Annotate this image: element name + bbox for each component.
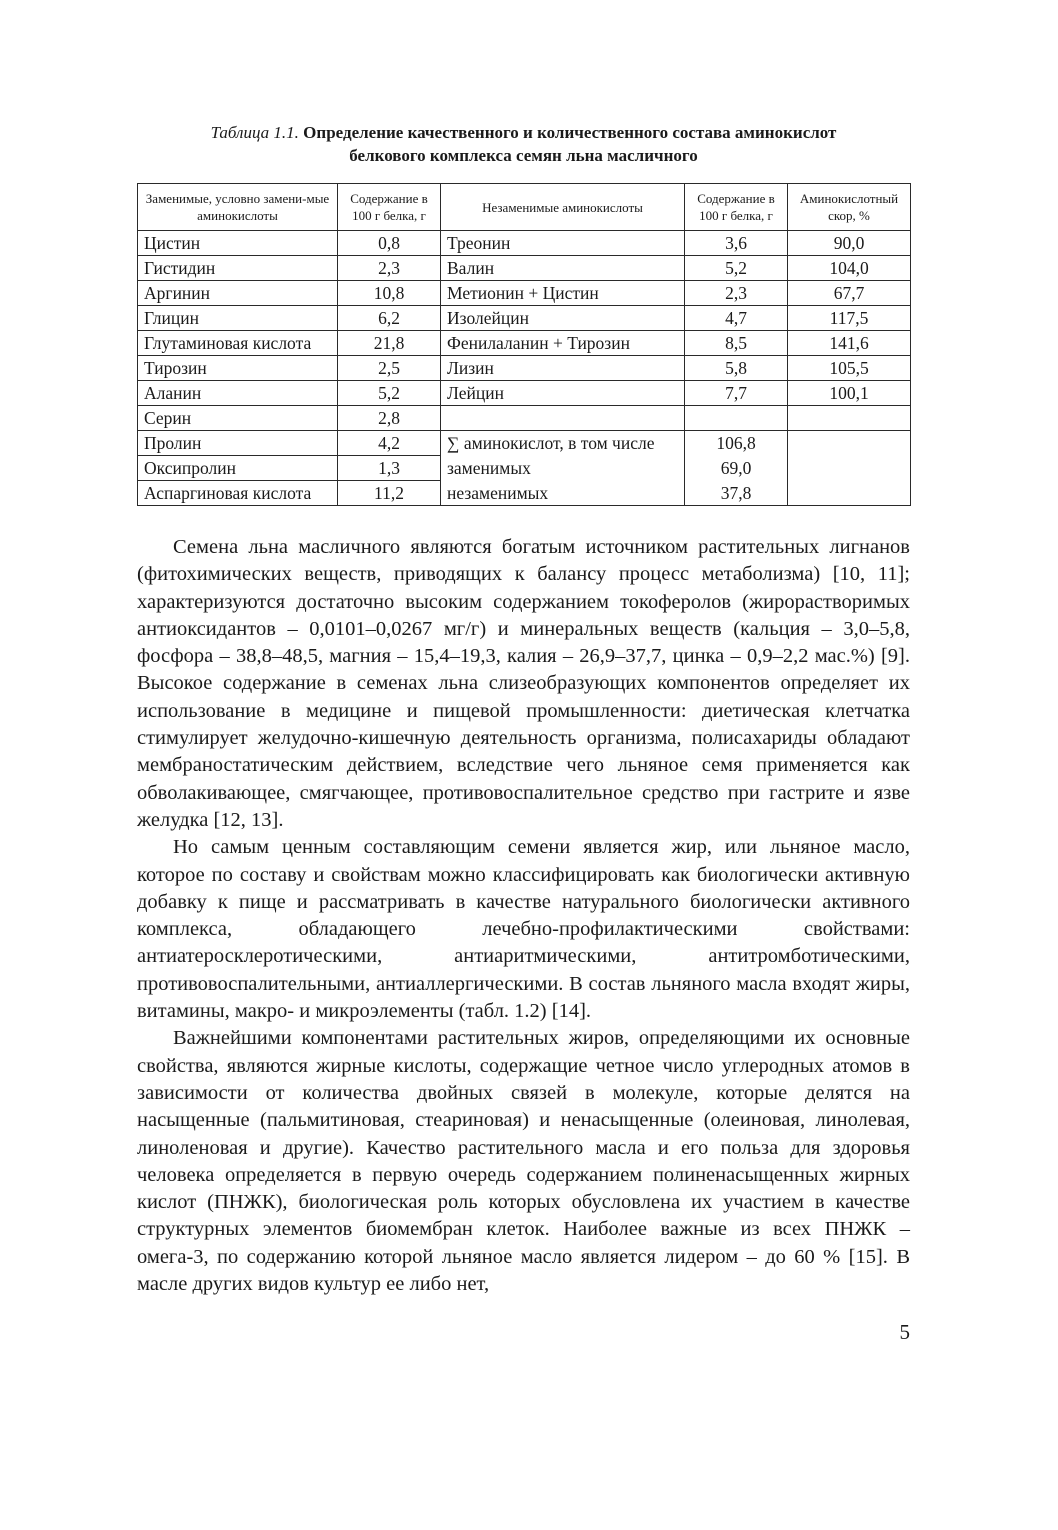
page-number: 5 — [899, 1320, 910, 1344]
table-row — [138, 331, 911, 356]
cell-replaceable-value: 10,8 — [338, 281, 441, 306]
table-row — [138, 306, 911, 331]
cell-essential-name: Лейцин — [441, 381, 685, 406]
table-row — [138, 356, 911, 381]
cell-amino-score: 105,5 — [788, 356, 911, 381]
cell-replaceable-value: 2,5 — [338, 356, 441, 381]
cell-essential-name: Фенилаланин + Тирозин — [441, 331, 685, 356]
cell-replaceable-name: Гистидин — [138, 256, 338, 281]
table-caption-title-line1: Определение качественного и количественного состава аминокислот — [303, 123, 837, 142]
cell-replaceable-name: Оксипролин — [138, 456, 338, 481]
table-row — [138, 256, 911, 281]
cell-essential-name: Метионин + Цистин — [441, 281, 685, 306]
header-content-replaceable: Содержание в 100 г белка, г — [338, 184, 441, 231]
cell-amino-score — [788, 431, 911, 456]
cell-replaceable-value: 2,3 — [338, 256, 441, 281]
cell-essential-name: Изолейцин — [441, 306, 685, 331]
cell-essential-name: Лизин — [441, 356, 685, 381]
cell-sum-essential-label: незаменимых — [441, 481, 685, 506]
cell-replaceable-name: Серин — [138, 406, 338, 431]
cell-replaceable-name: Пролин — [138, 431, 338, 456]
cell-replaceable-name: Цистин — [138, 231, 338, 256]
paragraph: Важнейшими компонентами растительных жиров, определяющими их основные свойства, являются жирные кислоты, содержащие четное число углеродных атомов в зависимости от количества двойных связей в молекуле, которые делятся на насыщенные (пальмитиновая, стеариновая) и ненасыщенные (олеиновая, линолевая, линоленовая и другие). Качество растительного масла и его польза для здоровья человека определяется в первую очередь содержанием полиненасыщенных жирных кислот (ПНЖК), биологическая роль которых обусловлена их участием в качестве структурных элементов биомембран клеток. Наиболее важные из всех ПНЖК – омега-3, по содержанию которой льняное масло является лидером – до 60 % [15]. В масле других видов культур ее либо нет, — [137, 1027, 910, 1296]
cell-amino-score — [788, 481, 911, 506]
cell-essential-value: 7,7 — [685, 381, 788, 406]
cell-replaceable-value: 5,2 — [338, 381, 441, 406]
cell-essential-name: Валин — [441, 256, 685, 281]
header-content-essential: Содержание в 100 г белка, г — [685, 184, 788, 231]
cell-amino-score — [788, 456, 911, 481]
cell-essential-value — [685, 406, 788, 431]
cell-amino-score: 104,0 — [788, 256, 911, 281]
cell-replaceable-value: 11,2 — [338, 481, 441, 506]
cell-essential-value: 8,5 — [685, 331, 788, 356]
cell-sum-replaceable-value: 69,0 — [685, 456, 788, 481]
cell-essential-name — [441, 406, 685, 431]
cell-replaceable-name: Аланин — [138, 381, 338, 406]
cell-sum-essential-value: 37,8 — [685, 481, 788, 506]
cell-replaceable-name: Тирозин — [138, 356, 338, 381]
cell-sum-label: ∑ аминокислот, в том числе — [441, 431, 685, 456]
table-row — [138, 281, 911, 306]
paragraph: Но самым ценным составляющим семени является жир, или льняное масло, которое по составу и свойствам можно классифицировать как биологически активную добавку к пище и рассматривать в качестве натурального биологически активного комплекса, обладающего лечебно-профилактическими свойствами: антиатеросклеротическими, антиаритмическими, антитромботическими, противовоспалительными, антиаллергическими. В состав льняного масла входят жиры, витамины, макро- и микроэлементы (табл. 1.2) [14]. — [137, 836, 910, 1023]
cell-replaceable-name: Аспаргиновая кислота — [138, 481, 338, 506]
cell-amino-score: 100,1 — [788, 381, 911, 406]
cell-replaceable-name: Глицин — [138, 306, 338, 331]
cell-amino-score — [788, 406, 911, 431]
cell-amino-score: 141,6 — [788, 331, 911, 356]
cell-replaceable-value: 4,2 — [338, 431, 441, 456]
cell-essential-value: 2,3 — [685, 281, 788, 306]
table-caption-title-line2: белкового комплекса семян льна масличного — [349, 146, 698, 165]
table-row — [138, 381, 911, 406]
cell-essential-value: 3,6 — [685, 231, 788, 256]
paragraph: Семена льна масличного являются богатым источником растительных лигнанов (фитохимических веществ, приводящих к балансу процесс метаболизма) [10, 11]; характеризуются достаточно высоким содержанием токоферолов (жирорастворимых антиоксидантов – 0,0101–0,0267 мг/г) и минеральных веществ (кальция – 3,0–5,8, фосфора – 38,8–48,5, магния – 15,4–19,3, калия – 26,9–37,7, цинка – 0,9–2,2 мас.%) [9]. Высокое содержание в семенах льна слизеобразующих компонентов определяет их использование в медицине и пищевой промышленности: диетическая клетчатка стимулирует желудочно-кишечную деятельность организма, полисахариды обладают мембраностатическим действием, вследствие чего льняное семя применяется как обволакивающее, смягчающее, противовоспалительное средство при гастрите и язве желудка [12, 13]. — [137, 536, 910, 831]
header-replaceable: Заменимые, условно замени-мые аминокислоты — [138, 184, 338, 231]
body-text — [137, 534, 910, 1298]
cell-sum-value: 106,8 — [685, 431, 788, 456]
cell-sum-replaceable-label: заменимых — [441, 456, 685, 481]
table-row — [138, 456, 911, 481]
cell-amino-score: 67,7 — [788, 281, 911, 306]
cell-replaceable-name: Глутаминовая кислота — [138, 331, 338, 356]
table-row — [138, 481, 911, 506]
cell-replaceable-value: 0,8 — [338, 231, 441, 256]
cell-replaceable-value: 21,8 — [338, 331, 441, 356]
cell-essential-value: 4,7 — [685, 306, 788, 331]
cell-replaceable-name: Аргинин — [138, 281, 338, 306]
table-caption — [137, 121, 910, 167]
cell-replaceable-value: 1,3 — [338, 456, 441, 481]
header-essential: Незаменимые аминокислоты — [441, 184, 685, 231]
header-amino-score: Аминокислотный скор, % — [788, 184, 911, 231]
cell-essential-name: Треонин — [441, 231, 685, 256]
cell-replaceable-value: 6,2 — [338, 306, 441, 331]
table-row — [138, 431, 911, 456]
amino-acid-table — [137, 183, 911, 506]
table-row — [138, 406, 911, 431]
cell-amino-score: 90,0 — [788, 231, 911, 256]
cell-essential-value: 5,8 — [685, 356, 788, 381]
cell-amino-score: 117,5 — [788, 306, 911, 331]
table-header-row — [138, 184, 911, 231]
table-caption-label: Таблица 1.1. — [210, 123, 299, 142]
cell-replaceable-value: 2,8 — [338, 406, 441, 431]
cell-essential-value: 5,2 — [685, 256, 788, 281]
table-row — [138, 231, 911, 256]
